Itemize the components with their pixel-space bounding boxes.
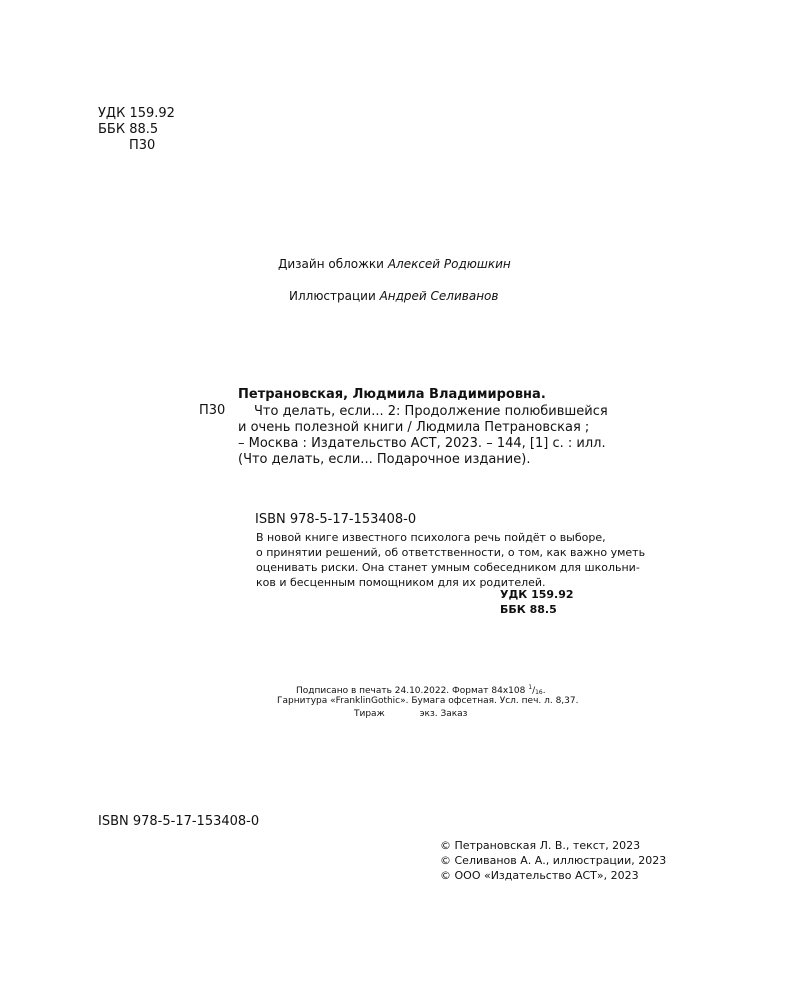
catalog-author-heading: Петрановская, Людмила Владимировна. xyxy=(238,387,546,402)
catalog-annotation xyxy=(256,530,645,590)
cover-designer-name: Алексей Родюшкин xyxy=(387,257,511,271)
copyright-line: © Петрановская Л. В., текст, 2023 xyxy=(440,839,641,852)
catalog-author-mark: П30 xyxy=(199,403,226,418)
copyright-line: © ООО «Издательство АСТ», 2023 xyxy=(440,869,639,882)
author-mark: П30 xyxy=(129,138,156,153)
catalog-line: – Москва : Издательство АСТ, 2023. – 144, [1] с. : илл. xyxy=(238,436,606,451)
catalog-line: и очень полезной книги / Людмила Петрановская ; xyxy=(238,420,590,435)
catalog-classification xyxy=(500,587,574,617)
cover-design-credit xyxy=(278,256,511,272)
imprint-line-3 xyxy=(354,707,467,721)
bbk-code: ББК 88.5 xyxy=(98,122,159,137)
catalog-isbn: ISBN 978-5-17-153408-0 xyxy=(255,512,417,527)
isbn-bottom: ISBN 978-5-17-153408-0 xyxy=(98,814,260,829)
catalog-udk: УДК 159.92 xyxy=(500,588,574,601)
format-fraction-numerator: 1 xyxy=(528,684,533,691)
copyright-line: © Селиванов А. А., иллюстрации, 2023 xyxy=(440,854,667,867)
copyright-block xyxy=(440,838,666,883)
illustrator-name: Андрей Селиванов xyxy=(379,289,499,303)
udk-code: УДК 159.92 xyxy=(98,106,175,121)
catalog-line: (Что делать, если... Подарочное издание). xyxy=(238,452,531,467)
catalog-bbk: ББК 88.5 xyxy=(500,603,557,616)
catalog-line: Что делать, если... 2: Продолжение полюбившейся xyxy=(254,404,608,419)
annotation-line: оценивать риски. Она станет умным собеседником для школьни- xyxy=(256,561,640,574)
illustrations-label: Иллюстрации xyxy=(289,289,376,303)
imprint-order: экз. Заказ xyxy=(419,709,468,719)
imprint-line-2: Гарнитура «FranklinGothic». Бумага офсетная. Усл. печ. л. 8,37. xyxy=(277,696,579,706)
catalog-description xyxy=(238,404,608,468)
imprint-line-1: Подписано в печать 24.10.2022. Формат 84x108 $^1/_{16}$. xyxy=(296,684,546,696)
cover-design-label: Дизайн обложки xyxy=(278,257,384,271)
imprint-tirazh: Тираж xyxy=(354,709,385,719)
format-fraction-denominator: 16 xyxy=(535,689,543,696)
annotation-line: о принятии решений, об ответственности, о том, как важно уметь xyxy=(256,546,646,559)
classification-top xyxy=(98,106,175,154)
annotation-line: В новой книге известного психолога речь пойдёт о выборе, xyxy=(256,531,606,544)
imprint-signed-format: Подписано в печать 24.10.2022. Формат 84x108 xyxy=(296,686,526,696)
annotation-line: ков и бесценным помощником для их родителей. xyxy=(256,576,546,589)
illustrations-credit xyxy=(289,288,498,304)
